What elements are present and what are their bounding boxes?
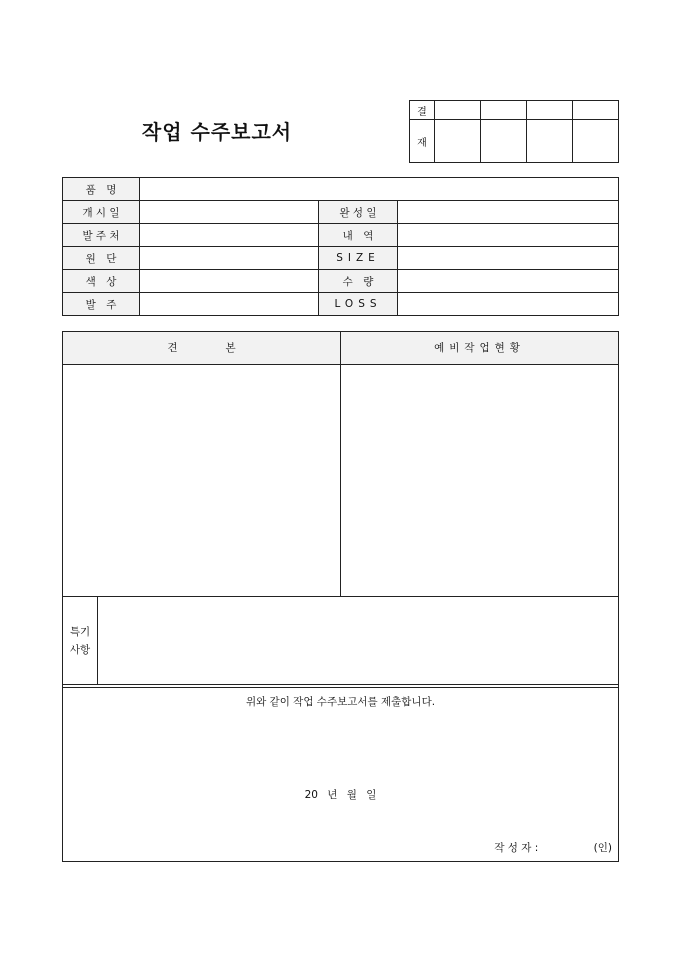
approval-sign-cell[interactable] (435, 120, 481, 163)
approval-sign-cell[interactable] (573, 120, 619, 163)
quantity-label: 수 량 (319, 270, 398, 293)
date-line: 20 년 월 일 (304, 789, 377, 801)
seal-mark: (인) (593, 842, 612, 854)
remarks-label-line2: 사항 (69, 643, 91, 656)
order-info-table (62, 177, 619, 316)
size-field[interactable] (398, 247, 619, 270)
approval-cell[interactable] (527, 101, 573, 120)
preliminary-status-header: 예비작업현황 (341, 332, 618, 365)
section-divider (63, 596, 618, 597)
start-date-field[interactable] (140, 201, 319, 224)
details-label: 내 역 (319, 224, 398, 247)
color-label: 색 상 (63, 270, 140, 293)
orderer-field[interactable] (140, 224, 319, 247)
fabric-field[interactable] (140, 247, 319, 270)
double-divider (63, 684, 618, 688)
report-body-box (62, 331, 619, 862)
details-field[interactable] (398, 224, 619, 247)
writer-line (494, 840, 612, 855)
approval-cell[interactable] (573, 101, 619, 120)
item-name-field[interactable] (140, 178, 619, 201)
approval-cell[interactable] (435, 101, 481, 120)
remarks-label (63, 597, 98, 684)
remarks-label-line1: 특기 (69, 625, 91, 638)
column-divider (340, 365, 341, 596)
order-field[interactable] (140, 293, 319, 316)
sample-header: 견본 (63, 332, 341, 365)
order-label: 발 주 (63, 293, 140, 316)
start-date-label: 개 시 일 (63, 201, 140, 224)
orderer-label: 발 주 처 (63, 224, 140, 247)
item-name-label: 품 명 (63, 178, 140, 201)
writer-label: 작 성 자 : (494, 842, 539, 854)
approval-cell[interactable] (481, 101, 527, 120)
loss-field[interactable] (398, 293, 619, 316)
document-title: 작업 수주보고서 (141, 120, 293, 144)
complete-date-field[interactable] (398, 201, 619, 224)
submit-statement: 위와 같이 작업 수주보고서를 제출합니다. (245, 696, 436, 708)
approval-label-bottom: 재 (410, 120, 435, 163)
fabric-label: 원 단 (63, 247, 140, 270)
approval-label-top: 결 (410, 101, 435, 120)
complete-date-label: 완 성 일 (319, 201, 398, 224)
approval-sign-cell[interactable] (481, 120, 527, 163)
color-field[interactable] (140, 270, 319, 293)
approval-table (409, 100, 619, 163)
size-label: SIZE (319, 247, 398, 270)
quantity-field[interactable] (398, 270, 619, 293)
loss-label: LOSS (319, 293, 398, 316)
approval-sign-cell[interactable] (527, 120, 573, 163)
